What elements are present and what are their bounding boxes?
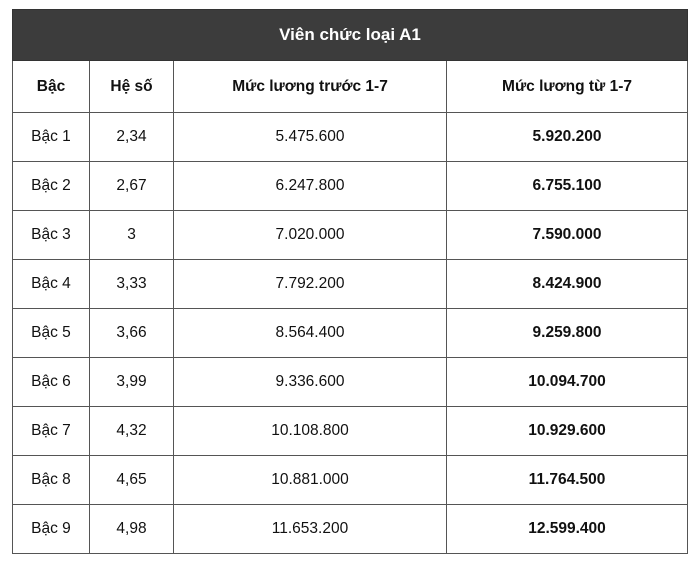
cell-luong-truoc: 7.792.200 xyxy=(174,260,447,309)
table-row xyxy=(13,358,688,407)
table-row xyxy=(13,113,688,162)
cell-luong-truoc: 5.475.600 xyxy=(174,113,447,162)
cell-he-so: 3 xyxy=(90,211,174,260)
cell-he-so: 4,65 xyxy=(90,456,174,505)
table-header-row xyxy=(13,61,688,113)
table-title-row xyxy=(13,10,688,61)
salary-table-container xyxy=(12,9,687,554)
cell-he-so: 2,34 xyxy=(90,113,174,162)
table-row xyxy=(13,211,688,260)
cell-luong-tu: 11.764.500 xyxy=(447,456,688,505)
cell-he-so: 3,33 xyxy=(90,260,174,309)
cell-he-so: 2,67 xyxy=(90,162,174,211)
cell-he-so: 3,66 xyxy=(90,309,174,358)
cell-bac: Bậc 7 xyxy=(13,407,90,456)
cell-luong-truoc: 6.247.800 xyxy=(174,162,447,211)
cell-luong-tu: 10.929.600 xyxy=(447,407,688,456)
cell-luong-tu: 12.599.400 xyxy=(447,505,688,554)
table-title: Viên chức loại A1 xyxy=(13,10,688,61)
header-muc-luong-truoc: Mức lương trước 1-7 xyxy=(174,61,447,113)
cell-luong-truoc: 8.564.400 xyxy=(174,309,447,358)
cell-luong-truoc: 9.336.600 xyxy=(174,358,447,407)
cell-he-so: 3,99 xyxy=(90,358,174,407)
cell-luong-tu: 7.590.000 xyxy=(447,211,688,260)
table-row xyxy=(13,162,688,211)
header-he-so: Hệ số xyxy=(90,61,174,113)
cell-luong-tu: 5.920.200 xyxy=(447,113,688,162)
cell-bac: Bậc 5 xyxy=(13,309,90,358)
cell-bac: Bậc 3 xyxy=(13,211,90,260)
table-row xyxy=(13,309,688,358)
cell-bac: Bậc 4 xyxy=(13,260,90,309)
cell-bac: Bậc 1 xyxy=(13,113,90,162)
table-row xyxy=(13,456,688,505)
header-bac: Bậc xyxy=(13,61,90,113)
cell-bac: Bậc 9 xyxy=(13,505,90,554)
cell-luong-tu: 6.755.100 xyxy=(447,162,688,211)
cell-bac: Bậc 2 xyxy=(13,162,90,211)
cell-luong-truoc: 7.020.000 xyxy=(174,211,447,260)
cell-luong-truoc: 10.108.800 xyxy=(174,407,447,456)
table-row xyxy=(13,407,688,456)
cell-luong-tu: 10.094.700 xyxy=(447,358,688,407)
cell-he-so: 4,98 xyxy=(90,505,174,554)
salary-table xyxy=(12,9,688,554)
table-row xyxy=(13,260,688,309)
cell-luong-truoc: 10.881.000 xyxy=(174,456,447,505)
cell-bac: Bậc 8 xyxy=(13,456,90,505)
cell-luong-tu: 9.259.800 xyxy=(447,309,688,358)
cell-he-so: 4,32 xyxy=(90,407,174,456)
cell-luong-tu: 8.424.900 xyxy=(447,260,688,309)
header-muc-luong-tu: Mức lương từ 1-7 xyxy=(447,61,688,113)
table-row xyxy=(13,505,688,554)
cell-bac: Bậc 6 xyxy=(13,358,90,407)
cell-luong-truoc: 11.653.200 xyxy=(174,505,447,554)
